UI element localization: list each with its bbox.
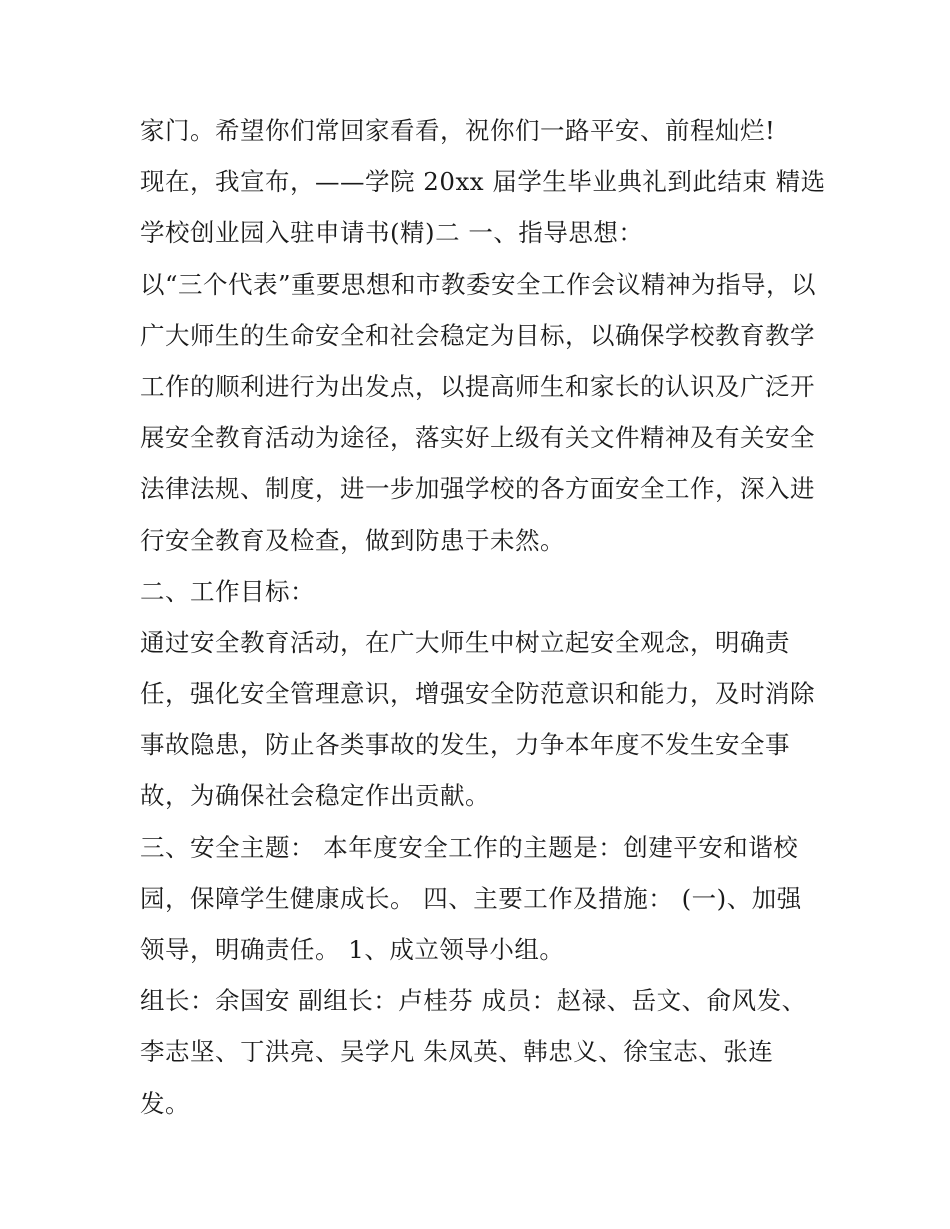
text-line: 学校创业园入驻申请书(精)二 一、指导思想： (140, 218, 644, 248)
document-body (140, 110, 826, 1134)
text-line: 事故隐患，防止各类事故的发生，力争本年度不发生安全事 (140, 730, 790, 760)
text-line: 任，强化安全管理意识，增强安全防范意识和能力，及时消除 (140, 679, 815, 709)
text-line: 法律法规、制度，进一步加强学校的各方面安全工作，深入进 (140, 474, 815, 504)
text-line: 工作的顺利进行为出发点，以提高师生和家长的认识及广泛开 (140, 371, 815, 401)
text-line: 领导，明确责任。 1、成立领导小组。 (140, 935, 565, 964)
text-line: 三、安全主题： 本年度安全工作的主题是：创建平安和谐校 (140, 832, 799, 862)
text-line: 行安全教育及检查，做到防患于未然。 (140, 525, 565, 555)
text-line: 李志坚、丁洪亮、吴学凡 朱凤英、韩忠义、徐宝志、张连 (140, 1037, 774, 1067)
text-line: 故，为确保社会稳定作出贡献。 (140, 781, 490, 811)
text-line: 展安全教育活动为途径，落实好上级有关文件精神及有关安全 (140, 423, 815, 453)
text-line: 以“三个代表”重要思想和市教委安全工作会议精神为指导，以 (140, 269, 817, 299)
text-line: 通过安全教育活动，在广大师生中树立起安全观念，明确责 (140, 627, 790, 657)
text-line: 发。 (140, 1088, 190, 1118)
text-line: 组长：余国安 副组长：卢桂芬 成员：赵禄、岳文、俞风发、 (140, 986, 807, 1016)
text-line: 园，保障学生健康成长。 四、主要工作及措施： (一)、加强 (140, 883, 802, 913)
text-line: 广大师生的生命安全和社会稳定为目标，以确保学校教育教学 (140, 320, 815, 350)
text-line: 家门。希望你们常回家看看，祝你们一路平安、前程灿烂! (140, 116, 776, 145)
section-heading: 二、工作目标： (140, 576, 315, 606)
text-line: 现在，我宣布，——学院 20xx 届学生毕业典礼到此结束 精选 (140, 167, 826, 197)
